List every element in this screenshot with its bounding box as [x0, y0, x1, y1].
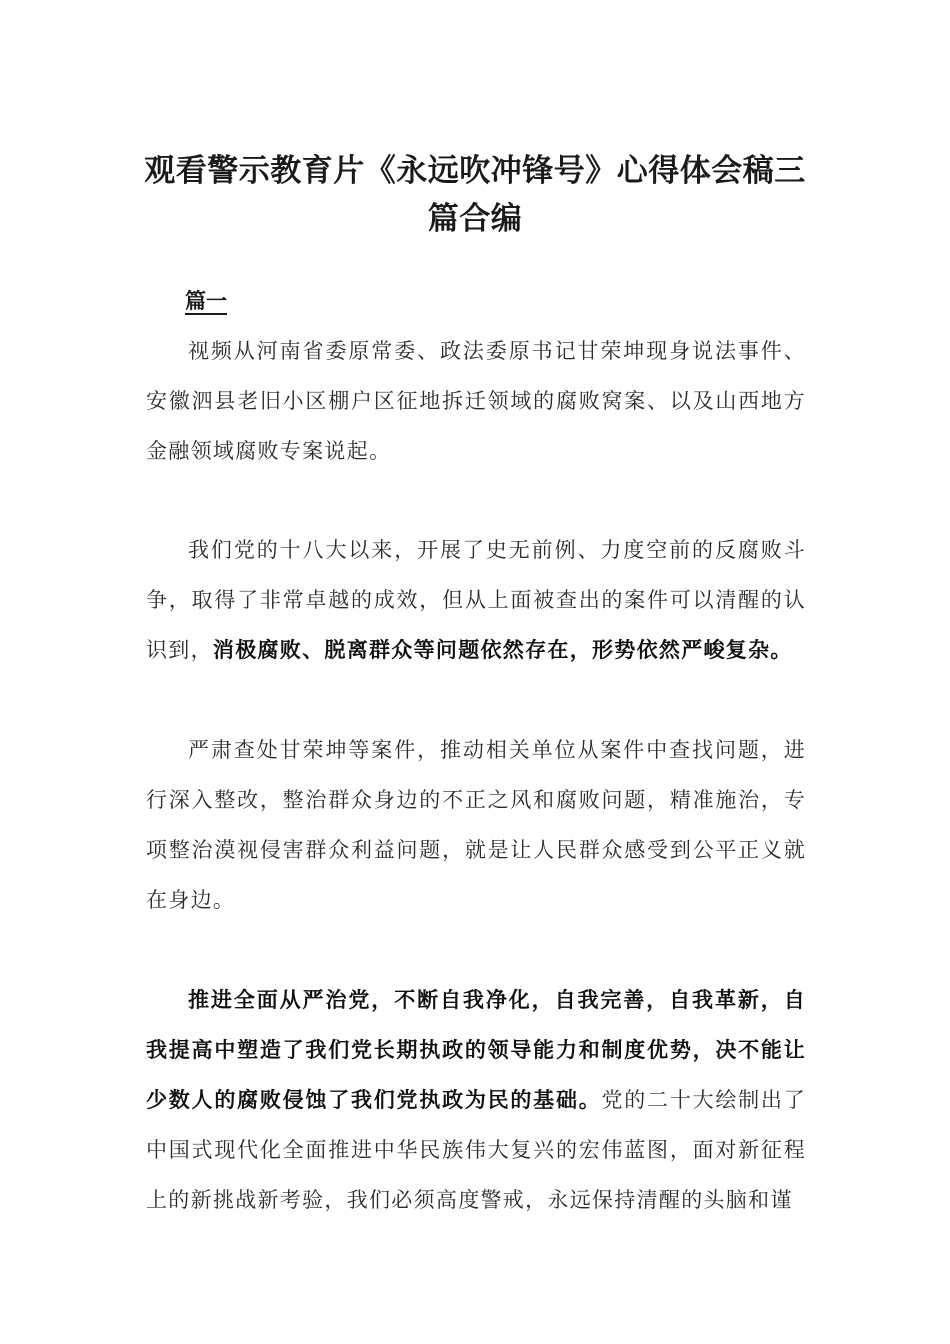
paragraph-2-text: 我们党的十八大以来，开展了史无前例、力度空前的反腐败斗争，取得了非常卓越的成效，但从上面被查出的案件可以清醒的认识到，	[146, 538, 806, 662]
paragraph-2-emphasis: 消极腐败、脱离群众等问题依然存在，形势依然严峻复杂。	[212, 637, 793, 662]
document-title: 观看警示教育片《永远吹冲锋号》心得体会稿三篇合编	[144, 152, 806, 237]
paragraph-2	[146, 525, 806, 675]
paragraph-3-text: 严肃查处甘荣坤等案件，推动相关单位从案件中查找问题，进行深入整改，整治群众身边的不正之风和腐败问题，精准施治，专项整治漠视侵害群众利益问题，就是让人民群众感受到公平正义就在身边。	[146, 738, 806, 912]
paragraph-1	[146, 326, 806, 476]
paragraph-4-text: 党的二十大绘制出了中国式现代化全面推进中华民族伟大复兴的宏伟蓝图，面对新征程上的新挑战新考验，我们必须高度警戒，永远保持清醒的头脑和谨	[146, 1088, 806, 1212]
section-heading: 篇一	[185, 288, 227, 313]
paragraph-4	[146, 975, 806, 1225]
paragraph-3	[146, 725, 806, 925]
paragraph-4-emphasis: 推进全面从严治党，不断自我净化，自我完善，自我革新，自我提高中塑造了我们党长期执政的领导能力和制度优势，决不能让少数人的腐败侵蚀了我们党执政为民的基础。	[146, 987, 806, 1112]
paragraph-1-text: 视频从河南省委原常委、政法委原书记甘荣坤现身说法事件、安徽泗县老旧小区棚户区征地拆迁领域的腐败窝案、以及山西地方金融领域腐败专案说起。	[146, 339, 806, 463]
